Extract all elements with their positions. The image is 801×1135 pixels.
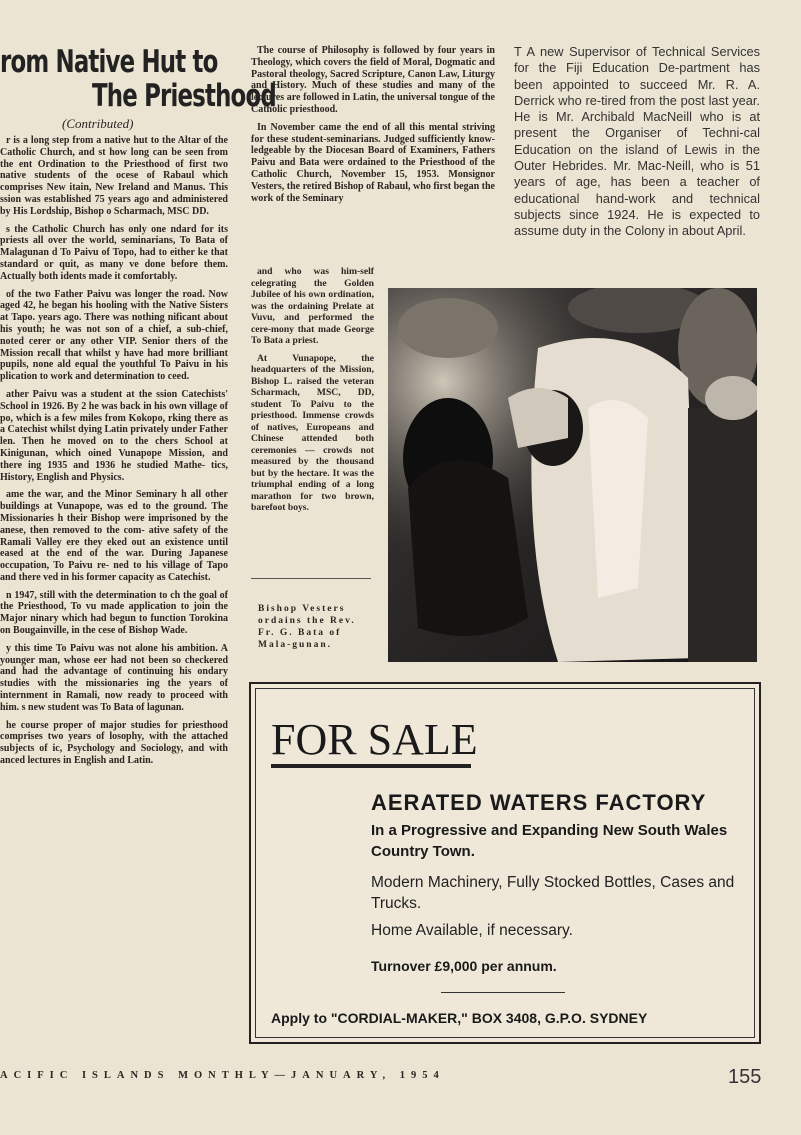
article-byline: (Contributed) [62,116,134,131]
article-paragraph: of the two Father Paivu was longer the road. Now aged 42, he began his hooling with the Native Sisters at Tapo. years ago. There was nothing nificant about his youth; he was not son of a chief, a sub-chief, noted cerer or any other VIP. Senior thers of the Mission recall that whilst y have had more brilliant pupils, none ald equal the youthful To Paivu in his plication to work and determination to ceed. [0,288,228,383]
fiji-education-notice: T A new Supervisor of Technical Services for the Fiji Education De-partment has been appointed to succeed Mr. R. A. Derrick who re-tired from the post last year. He is Mr. Archibald MacNeill who is at present the Organiser of Techni-cal Education on the island of Lewis in the Outer Hebrides. Mr. Mac-Neill, who is 51 years of age, has been a teacher of educational hand-work and technical subjects since 1924. He is expected to assume duty in the Colony in about April. [514,44,760,239]
article-paragraph: ather Paivu was a student at the ssion Catechists' School in 1926. By 2 he was back in his own village of po, which is a few miles from Kokopo, rking there as a Catechist whilst dying Latin privately under Father len. Then he moved on to the chers School at Kinigunan, which oined Vunapope Mission, and there ing 1935 and 1936 he studied Mathe- tics, History, English and Physics. [0,388,228,483]
article-paragraph: In November came the end of all this mental striving for these student-seminarians. Judged sufficiently know-ledgeable by the Diocesan Board of Examiners, Fathers Paivu and Bata were ordained to the Priesthood of the Catholic Church, November 15, 1953. Monsignor Vesters, the retired Bishop of Rabaul, who first began the work of the Seminary [251,121,495,204]
article-paragraph: At Vunapope, the headquarters of the Mission, Bishop L. raised the veteran Scharmach, MSC, DD, student To Paivu to the priesthood. Immense crowds of natives, Europeans and Chinese attended both ceremonies — crowds not measured by the thousand but by the hectare. It was the triumphal ending of a long marathon for two brown, barefoot boys. [251,352,374,513]
article-paragraph: he course proper of major studies for priesthood comprises two years of losophy, with the attached subjects of ic, Psychology and Sociology, and with anced lectures in English and Latin. [0,719,228,767]
article-title-line1: rom Native Hut to [0,44,218,80]
ad-turnover: Turnover £9,000 per annum. [371,958,557,974]
article-column-1 [0,135,228,773]
ordination-photo [388,288,757,662]
ad-business: AERATED WATERS FACTORY [371,790,707,815]
article-paragraph: r is a long step from a native hut to the Altar of the Catholic Church, and st how long can be seen from the ent Ordination to the Priesthood of first two native students of the ocese of Rabaul which comprises New itain, New Ireland and Manus. This ssion was established 75 years ago and administered by His Lordship, Bishop o Scharmach, MSC DD. [0,135,228,217]
ad-features: Modern Machinery, Fully Stocked Bottles, Cases and Trucks. [371,874,735,912]
for-sale-advertisement [249,682,761,1044]
photo-caption: Bishop Vesters ordains the Rev. Fr. G. Bata of Mala-gunan. [258,604,356,650]
article-paragraph: s the Catholic Church has only one ndard for its priests all over the world, seminarians, To Bata of Malagunan d To Paivu of Topo, had to either ke that standard or quit, as many ve done before them. Actually both idents made it comfortably. [0,223,228,282]
ad-heading-rule [271,764,471,768]
article-paragraph: ame the war, and the Minor Seminary h all other buildings at Vunapope, was ed to the ground. The Missionaries h their Bishop were imprisoned by the anese, then removed to the com- ative safety of the Ramali Valley ere they eked out an existence until eased at the end of the war. During Japanese occupation, To Paivu re- ned to his village of Tapo and there ved in his former capacity as Catechist. [0,489,228,583]
ordination-photo-image [388,288,757,662]
caption-divider [251,578,371,579]
article-paragraph: The course of Philosophy is followed by four years in Theology, which covers the field of Moral, Dogmatic and Pastoral theology, Sacred Scripture, Canon Law, Liturgy and History. Much of these studies and many of the lectures are followed in Latin, the universal tongue of the Catholic priesthood. [251,45,495,115]
article-title-line2: The Priesthood [92,78,276,114]
footer-publication: ACIFIC ISLANDS MONTHLY—JANUARY, 1954 [0,1070,445,1081]
article-column-2 [251,45,495,210]
ad-home: Home Available, if necessary. [371,922,573,939]
article-column-2-continued [251,266,374,520]
article-paragraph: n 1947, still with the determination to ch the goal of the Priesthood, To vu made application to join the Major ninary which had begun to function Torokina on Bougainville, in the cese of Bishop Wade. [0,589,228,637]
ad-divider [441,992,565,993]
page-number: 155 [728,1066,762,1088]
ad-heading: FOR SALE [271,715,478,764]
article-paragraph: and who was him-self celegrating the Golden Jubilee of his own ordination, was the ordaining Prelate at Vuvu, and performed the cere-mony that made George To Bata a priest. [251,266,374,346]
ad-apply: Apply to "CORDIAL-MAKER," BOX 3408, G.P.O. SYDNEY [271,1010,648,1026]
ad-location: In a Progressive and Expanding New South Wales Country Town. [371,822,728,860]
article-paragraph: y this time To Paivu was not alone his ambition. A younger man, whose eer had not been so checkered and had the advantage of continuing his ondary studies with the missionaries ing the years of internment in Ramali, now ready to proceed with him. s new student was To Bata of lagunan. [0,642,228,713]
